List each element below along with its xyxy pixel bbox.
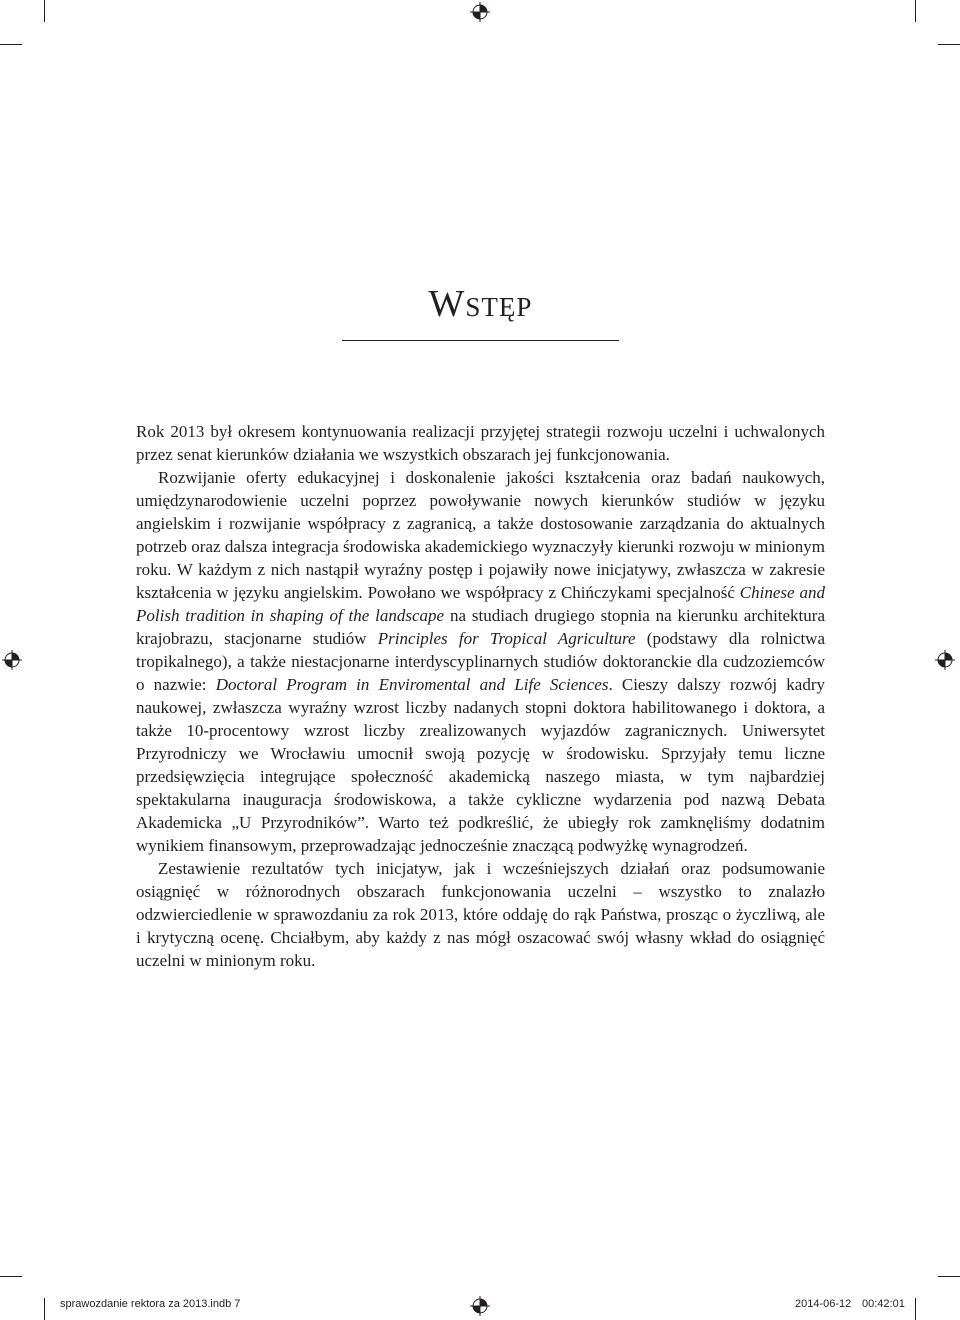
slug-time: 00:42:01 — [862, 1298, 905, 1310]
registration-mark-icon — [470, 2, 490, 22]
crop-mark-top-left-horizontal — [0, 44, 22, 45]
text-run: Rok 2013 był okresem kontynuowania realizacji przyjętej strategii rozwoju uczelni i uchwalonych przez senat kierunków działania we wszystkich obszarach jej funkcjonowania. — [136, 422, 825, 464]
slug-filename: sprawozdanie rektora za 2013.indb 7 — [60, 1298, 241, 1310]
crop-mark-top-right-horizontal — [938, 44, 960, 45]
italic-phrase: Principles for Tropical Agriculture — [377, 629, 636, 648]
title-underline — [342, 340, 619, 341]
text-run: . Cieszy dalszy rozwój kadry naukowej, zwłaszcza wyraźny wzrost liczby nadanych stopni doktora habilitowanego i doktora, a także 10-procentowy wzrost liczby zrealizowanych wyjazdów zagranicznych. Uniwersytet Przyrodniczy we Wrocławiu umocnił swoją pozycję w środowisku. Sprzyjały temu liczne przedsięwzięcia integrujące społeczność akademicką naszego miasta, w tym najbardziej spektakularna inauguracja środowiskowa, a także cykliczne wydarzenia pod nazwą Debata Akademicka „U Przyrodników”. Warto też podkreślić, że ubiegły rok zamknęliśmy dodatnim wynikiem finansowym, przeprowadzając jednocześnie znaczącą podwyżkę wynagrodzeń. — [136, 675, 825, 855]
chapter-title — [342, 282, 619, 326]
text-run: Zestawienie rezultatów tych inicjatyw, jak i wcześniejszych działań oraz podsumowanie osiągnięć w różnorodnych obszarach funkcjonowania uczelni – wszystko to znalazło odzwierciedlenie w sprawozdaniu za rok 2013, które oddaję do rąk Państwa, prosząc o życzliwą, ale i krytyczną ocenę. Chciałbym, aby każdy z nas mógł oszacować swój własny wkład do osiągnięć uczelni w minionym roku. — [136, 859, 825, 970]
registration-mark-icon — [935, 650, 955, 670]
body-paragraph — [136, 466, 825, 857]
text-run: na studiach drugiego stopnia na kierunku architektura krajobrazu, stacjonarne studiów — [136, 606, 825, 648]
slug-date: 2014-06-12 — [795, 1298, 852, 1310]
italic-phrase: Doctoral Program in Enviromental and Life Sciences — [215, 675, 609, 694]
crop-mark-bottom-left-vertical — [44, 1298, 45, 1320]
text-run: Rozwijanie oferty edukacyjnej i doskonalenie jakości kształcenia oraz badań naukowych, umiędzynarodowienie uczelni poprzez powoływanie nowych kierunków studiów w języku angielskim i rozwijanie współpracy z zagranicą, a także dostosowanie zarządzania do aktualnych potrzeb oraz dalsza integracja środowiska akademickiego wyznaczyły kierunki rozwoju w minionym roku. W każdym z nich nastąpił wyraźny postęp i pojawiły nowe inicjatywy, zwłaszcza w zakresie kształcenia w języku angielskim. Powołano we współpracy z Chińczykami specjalność — [136, 468, 825, 602]
italic-phrase: Chinese and Polish tradition in shaping of the landscape — [136, 583, 825, 625]
crop-mark-top-right-vertical — [915, 0, 916, 22]
body-paragraph — [136, 420, 825, 466]
text-run: (podstawy dla rolnictwa tropikalnego), a także niestacjonarne interdyscyplinarnych studiów doktoranckie dla cudzoziemców o nazwie: — [136, 629, 825, 694]
chapter-title-text: Wstęp — [428, 283, 533, 325]
crop-mark-top-left-vertical — [44, 0, 45, 22]
body-text — [136, 420, 825, 972]
crop-mark-bottom-left-horizontal — [0, 1276, 22, 1277]
body-paragraph — [136, 857, 825, 972]
crop-mark-bottom-right-vertical — [915, 1298, 916, 1320]
registration-mark-icon — [470, 1296, 490, 1316]
crop-mark-bottom-right-horizontal — [938, 1276, 960, 1277]
registration-mark-icon — [2, 650, 22, 670]
